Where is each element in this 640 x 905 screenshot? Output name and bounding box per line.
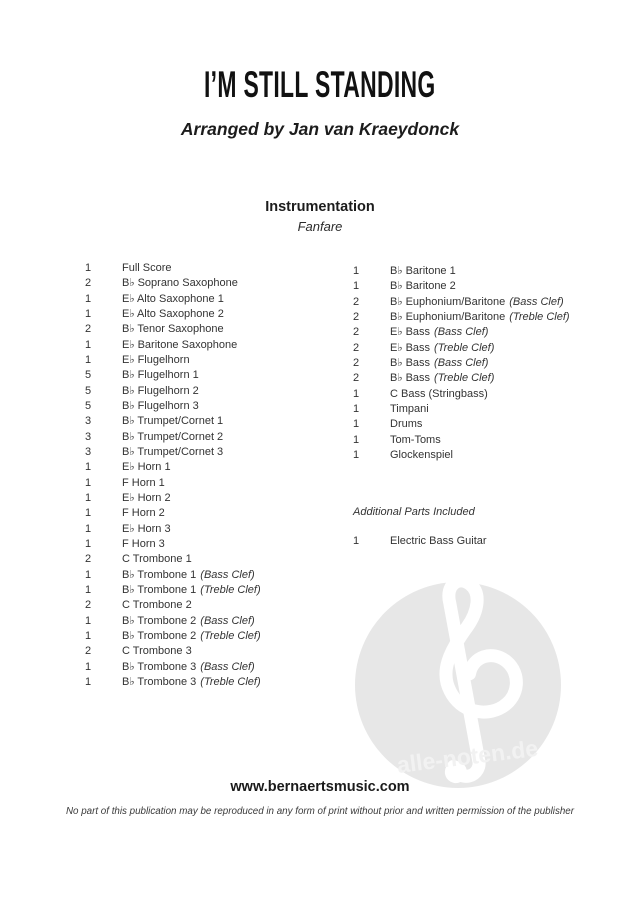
instrument-name: E♭ Horn 2	[122, 491, 171, 504]
instrument-name: E♭ Baritone Saxophone	[122, 338, 238, 351]
instrument-qty: 3	[85, 430, 92, 443]
additional-parts-heading: Additional Parts Included	[353, 506, 475, 519]
instrument-name: B♭ Trombone 1	[122, 583, 197, 596]
instrumentation-heading: Instrumentation	[265, 199, 375, 215]
instrument-qty: 2	[85, 277, 92, 290]
instrument-row	[85, 552, 340, 567]
instrument-name: B♭ Trumpet/Cornet 1	[122, 415, 224, 428]
instrument-name: B♭ Baritone 2	[390, 280, 456, 293]
instrument-name: E♭ Alto Saxophone 1	[122, 292, 224, 305]
instrument-clef-suffix: (Bass Clef)	[200, 660, 255, 673]
instrument-qty: 1	[85, 353, 92, 366]
instrument-row	[353, 402, 623, 417]
instrument-clef-suffix: (Treble Clef)	[434, 341, 495, 354]
copyright-notice: No part of this publication may be reproduced in any form of print without prior and written permission of the publisher	[65, 806, 575, 817]
instrument-row	[85, 537, 340, 552]
instrument-row	[353, 387, 623, 402]
instrument-name: B♭ Flugelhorn 3	[122, 399, 199, 412]
page-header	[0, 64, 640, 106]
instrument-qty: 2	[85, 553, 92, 566]
instrument-name: Timpani	[390, 402, 429, 415]
additional-parts-list	[353, 534, 623, 549]
instrument-row	[353, 356, 623, 371]
instrument-row	[85, 353, 340, 368]
instrument-qty: 2	[353, 341, 360, 354]
instrument-name: B♭ Tenor Saxophone	[122, 323, 224, 336]
instrument-qty: 5	[85, 399, 92, 412]
instrument-name: F Horn 2	[122, 507, 165, 520]
instrument-clef-suffix: (Treble Clef)	[509, 310, 570, 323]
instrument-row	[85, 629, 340, 644]
instrument-row	[85, 460, 340, 475]
instrument-name: E♭ Bass	[390, 326, 431, 339]
instrument-row	[85, 491, 340, 506]
instrument-row	[85, 598, 340, 613]
instrument-qty: 1	[85, 568, 92, 581]
instrument-row	[353, 264, 623, 279]
instrument-qty: 1	[353, 265, 360, 277]
instrument-qty: 1	[85, 307, 92, 320]
instrument-name: Drums	[390, 418, 423, 431]
instrument-qty: 1	[85, 476, 92, 489]
arranger-line: Arranged by Jan van Kraeydonck	[180, 119, 460, 139]
instrument-qty: 1	[353, 387, 360, 400]
instrument-name: F Horn 3	[122, 537, 165, 550]
instrument-row	[85, 614, 340, 629]
instrument-row	[353, 534, 623, 549]
instrument-qty: 1	[353, 418, 360, 431]
instrument-qty: 1	[353, 433, 360, 446]
instrument-qty: 2	[85, 323, 92, 336]
instrument-qty: 1	[85, 537, 92, 550]
instrument-name: B♭ Trombone 2	[122, 629, 197, 642]
instrument-row	[353, 417, 623, 432]
instrument-row	[353, 371, 623, 386]
instrument-row	[85, 338, 340, 353]
instrument-qty: 1	[85, 507, 92, 520]
instrument-qty: 2	[85, 599, 92, 612]
instrument-name: B♭ Bass	[390, 372, 431, 385]
instrument-row	[353, 341, 623, 356]
instrument-clef-suffix: (Bass Clef)	[200, 614, 255, 627]
instrument-qty: 2	[353, 295, 360, 308]
instrument-row	[353, 433, 623, 448]
instrument-clef-suffix: (Bass Clef)	[200, 568, 255, 581]
instrument-row	[85, 522, 340, 537]
instrument-qty: 1	[85, 675, 92, 688]
instrument-clef-suffix: (Treble Clef)	[200, 629, 261, 642]
instrument-name: B♭ Trombone 1	[122, 568, 197, 581]
instrument-list-right	[353, 264, 623, 550]
instrument-name: E♭ Horn 1	[122, 461, 171, 474]
instrument-row	[85, 506, 340, 521]
instrument-row	[85, 445, 340, 460]
instrument-name: Electric Bass Guitar	[390, 535, 487, 548]
instrument-qty: 1	[85, 338, 92, 351]
instrument-name: Glockenspiel	[390, 448, 453, 461]
instrument-row	[85, 368, 340, 383]
instrument-row	[85, 384, 340, 399]
instrument-qty: 1	[85, 522, 92, 535]
instrument-name: B♭ Flugelhorn 1	[122, 369, 199, 382]
watermark-text: alle-noten.de	[395, 734, 540, 778]
instrument-qty: 1	[85, 629, 92, 642]
instrument-name: B♭ Bass	[390, 356, 431, 369]
instrument-qty: 5	[85, 384, 92, 397]
instrument-qty: 1	[353, 402, 360, 415]
instrument-qty: 5	[85, 369, 92, 382]
instrument-qty: 2	[353, 310, 360, 323]
ensemble-type-label: Fanfare	[297, 219, 343, 234]
instrument-clef-suffix: (Bass Clef)	[509, 295, 564, 308]
instrument-row	[85, 660, 340, 675]
instrument-qty: 1	[85, 461, 92, 474]
instrument-qty: 1	[85, 491, 92, 504]
instrument-row	[85, 399, 340, 414]
instrument-row	[353, 325, 623, 340]
instrument-row	[85, 644, 340, 659]
instrument-qty: 1	[85, 660, 92, 673]
instrument-row	[85, 292, 340, 307]
instrument-name: B♭ Flugelhorn 2	[122, 384, 199, 397]
instrument-qty: 2	[353, 372, 360, 385]
instrument-name: C Trombone 3	[122, 645, 192, 658]
instrument-row	[85, 675, 340, 690]
instrument-clef-suffix: (Treble Clef)	[200, 675, 261, 688]
instrument-name: F Horn 1	[122, 476, 165, 489]
instrument-name: E♭ Alto Saxophone 2	[122, 307, 224, 320]
instrument-clef-suffix: (Bass Clef)	[434, 326, 489, 339]
instrument-row	[85, 307, 340, 322]
instrument-row	[85, 430, 340, 445]
page-title: I’M STILL STANDING	[204, 64, 436, 105]
instrument-row	[353, 448, 623, 463]
instrument-row	[353, 295, 623, 310]
instrument-name: B♭ Trombone 2	[122, 614, 197, 627]
instrument-qty: 2	[85, 645, 92, 658]
instrument-row	[85, 414, 340, 429]
instrument-rows	[353, 264, 623, 463]
instrument-qty: 1	[85, 614, 92, 627]
instrument-qty: 2	[353, 326, 360, 339]
instrument-name: B♭ Trombone 3	[122, 675, 197, 688]
instrument-qty: 3	[85, 445, 92, 458]
instrument-name: C Bass (Stringbass)	[390, 387, 488, 400]
instrument-name: Tom-Toms	[390, 433, 441, 446]
instrument-row	[85, 276, 340, 291]
instrument-row	[85, 583, 340, 598]
instrument-clef-suffix: (Bass Clef)	[434, 356, 489, 369]
instrument-row	[85, 261, 340, 276]
instrument-row	[85, 568, 340, 583]
instrument-qty: 1	[85, 292, 92, 305]
instrument-row	[353, 310, 623, 325]
instrument-row	[353, 279, 623, 294]
instrument-qty: 1	[353, 535, 360, 548]
instrument-qty: 1	[85, 262, 92, 274]
instrument-name: B♭ Soprano Saxophone	[122, 277, 238, 290]
instrument-name: B♭ Trombone 3	[122, 660, 197, 673]
instrument-name: B♭ Euphonium/Baritone	[390, 295, 506, 308]
instrument-name: Full Score	[122, 262, 172, 274]
instrument-qty: 1	[353, 280, 360, 293]
instrument-qty: 1	[353, 448, 360, 461]
instrument-name: B♭ Trumpet/Cornet 2	[122, 430, 224, 443]
instrument-name: E♭ Flugelhorn	[122, 353, 190, 366]
instrument-qty: 2	[353, 356, 360, 369]
instrument-clef-suffix: (Treble Clef)	[434, 372, 495, 385]
instrument-name: B♭ Trumpet/Cornet 3	[122, 445, 224, 458]
instrument-name: E♭ Horn 3	[122, 522, 171, 535]
instrument-name: B♭ Euphonium/Baritone	[390, 310, 506, 323]
instrument-name: E♭ Bass	[390, 341, 431, 354]
instrument-row	[85, 322, 340, 337]
instrument-qty: 3	[85, 415, 92, 428]
publisher-website: www.bernaertsmusic.com	[230, 779, 410, 795]
instrument-list-left	[85, 261, 340, 690]
instrument-name: C Trombone 1	[122, 553, 192, 566]
instrument-name: C Trombone 2	[122, 599, 192, 612]
instrument-row	[85, 476, 340, 491]
instrument-name: B♭ Baritone 1	[390, 265, 456, 277]
instrument-qty: 1	[85, 583, 92, 596]
instrument-clef-suffix: (Treble Clef)	[200, 583, 261, 596]
